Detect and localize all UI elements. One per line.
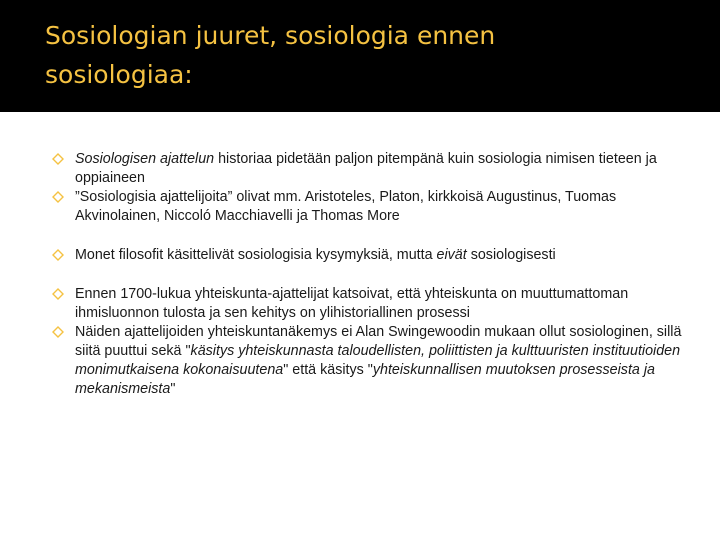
bullet-list bbox=[52, 150, 692, 399]
bullet-text: " että käsitys " bbox=[283, 362, 373, 378]
bullet-text: sosiologisesti bbox=[466, 247, 556, 263]
bullet-text: " bbox=[170, 381, 176, 397]
bullet-emphasis: Sosiologisen ajattelun bbox=[75, 151, 215, 167]
bullet-item bbox=[52, 246, 692, 265]
hollow-diamond-icon bbox=[52, 326, 64, 338]
hollow-diamond-icon bbox=[52, 288, 64, 300]
hollow-diamond-icon bbox=[52, 191, 64, 203]
bullet-item bbox=[52, 285, 692, 323]
hollow-diamond-icon bbox=[52, 249, 64, 261]
bullet-text: Ennen 1700-lukua yhteiskunta-ajattelijat katsoivat, että yhteiskunta on muuttumattoman ihmisluonnon tulosta ja sen kehitys on ylihistoriallinen prosessi bbox=[75, 286, 629, 321]
slide-title bbox=[45, 16, 685, 94]
bullet-text: ”Sosiologisia ajattelijoita” olivat mm. Aristoteles, Platon, kirkkoisä Augustinus, Tuomas Akvinolainen, Niccoló Macchiavelli ja Thomas More bbox=[75, 189, 617, 224]
bullet-emphasis: eivät bbox=[436, 247, 467, 263]
bullet-item bbox=[52, 188, 692, 226]
bullet-item bbox=[52, 323, 692, 399]
title-line-2: sosiologiaa: bbox=[45, 60, 193, 89]
bullet-item bbox=[52, 150, 692, 188]
hollow-diamond-icon bbox=[52, 153, 64, 165]
bullet-emphasis: yhteiskunnallisen muutoksen prosesseista ja mekanismeista bbox=[75, 362, 655, 397]
bullet-emphasis: käsitys yhteiskunnasta taloudellisten, poliittisten ja kulttuuristen instituutioiden monimutkaisena kokonaisuutena bbox=[75, 343, 681, 378]
title-line-1: Sosiologian juuret, sosiologia ennen bbox=[45, 21, 496, 50]
bullet-text: historiaa pidetään paljon pitempänä kuin sosiologia nimisen tieteen ja oppiaineen bbox=[75, 151, 657, 186]
bullet-text: Näiden ajattelijoiden yhteiskuntanäkemys ei Alan Swingewoodin mukaan ollut sosiologinen, sillä siitä puuttui sekä " bbox=[75, 324, 682, 359]
bullet-text: Monet filosofit käsittelivät sosiologisia kysymyksiä, mutta bbox=[75, 247, 437, 263]
